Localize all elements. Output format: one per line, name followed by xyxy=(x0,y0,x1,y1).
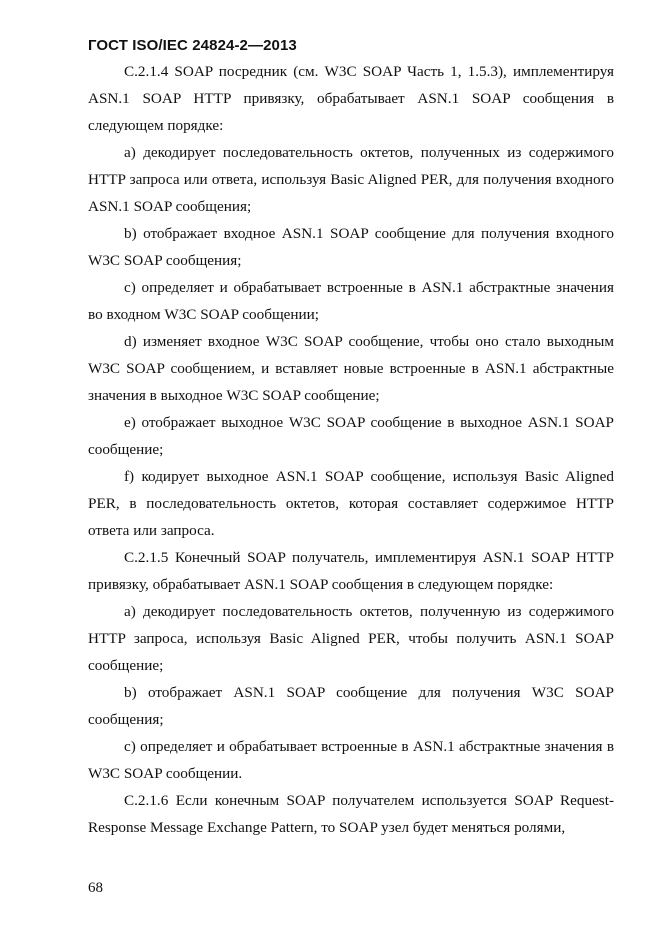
list-item-a-2: a) декодирует последовательность октетов, полученную из содержимого HTTP запроса, используя Basic Aligned PER, чтобы получить ASN.1 SOAP сообщение; xyxy=(88,603,614,674)
body-text xyxy=(88,58,614,841)
paragraph-c-2-1-6: С.2.1.6 Если конечным SOAP получателем используется SOAP Request-Response Message Exchange Pattern, то SOAP узел будет меняться ролями, xyxy=(88,792,614,836)
paragraph-c-2-1-5: С.2.1.5 Конечный SOAP получатель, имплементируя ASN.1 SOAP HTTP привязку, обрабатывает ASN.1 SOAP сообщения в следующем порядке: xyxy=(88,549,614,593)
list-item-f: f) кодирует выходное ASN.1 SOAP сообщение, используя Basic Aligned PER, в последовательность октетов, которая составляет содержимое HTTP ответа или запроса. xyxy=(88,468,614,539)
list-item-c: c) определяет и обрабатывает встроенные в ASN.1 абстрактные значения во входном W3C SOAP сообщении; xyxy=(88,279,614,323)
standard-header: ГОСТ ISO/IEC 24824-2—2013 xyxy=(88,37,297,54)
page-number: 68 xyxy=(88,880,103,896)
list-item-c-2: c) определяет и обрабатывает встроенные в ASN.1 абстрактные значения в W3C SOAP сообщении. xyxy=(88,738,614,782)
list-item-d: d) изменяет входное W3C SOAP сообщение, чтобы оно стало выходным W3C SOAP сообщением, и вставляет новые встроенные в ASN.1 абстрактные значения в выходное W3C SOAP сообщение; xyxy=(88,333,614,404)
paragraph-c-2-1-4: С.2.1.4 SOAP посредник (см. W3C SOAP Часть 1, 1.5.3), имплементируя ASN.1 SOAP HTTP привязку, обрабатывает ASN.1 SOAP сообщения в следующем порядке: xyxy=(88,63,614,134)
list-item-e: e) отображает выходное W3C SOAP сообщение в выходное ASN.1 SOAP сообщение; xyxy=(88,414,614,458)
list-item-b-2: b) отображает ASN.1 SOAP сообщение для получения W3C SOAP сообщения; xyxy=(88,684,614,728)
list-item-a: a) декодирует последовательность октетов, полученных из содержимого HTTP запроса или ответа, используя Basic Aligned PER, для получения входного ASN.1 SOAP сообщения; xyxy=(88,144,614,215)
list-item-b: b) отображает входное ASN.1 SOAP сообщение для получения входного W3C SOAP сообщения; xyxy=(88,225,614,269)
